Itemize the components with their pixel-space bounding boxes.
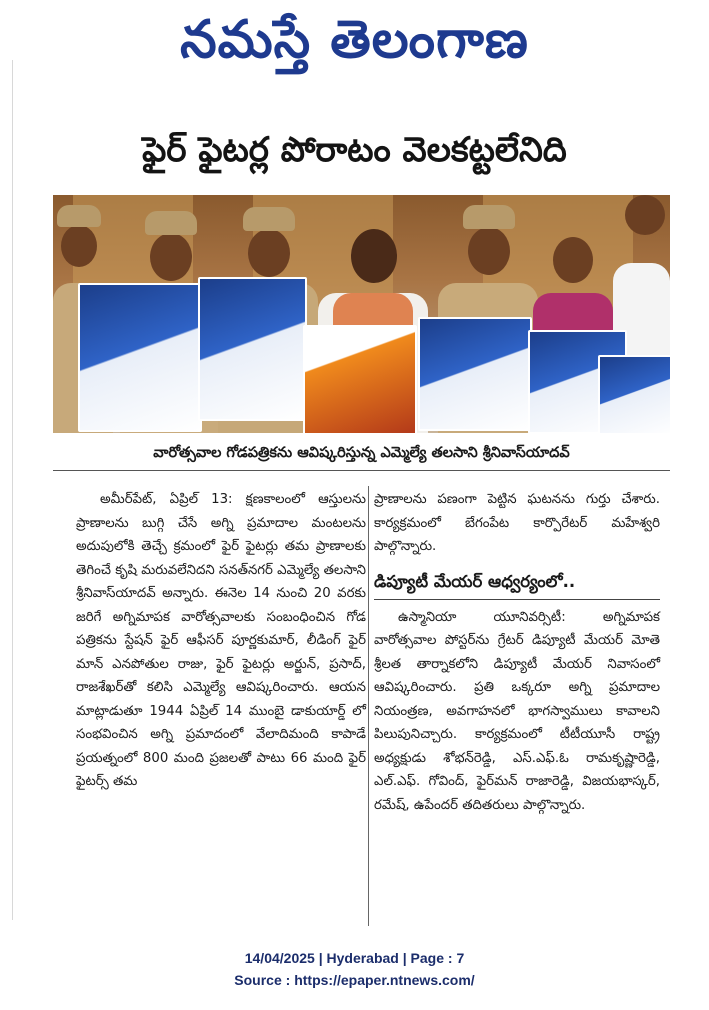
article-headline: ఫైర్ ఫైటర్ల పోరాటం వెలకట్టలేనిది	[142, 130, 567, 170]
photo-caption: వారోత్సవాల గోడపత్రికను ఆవిష్కరిస్తున్న ఎమ్మెల్యే తలసాని శ్రీనివాస్‌యాదవ్	[53, 436, 670, 471]
article-paragraph: అమీర్‌పేట్, ఏప్రిల్ 13: క్షణకాలంలో ఆస్తులను ప్రాణాలను బుగ్గి చేసే అగ్ని ప్రమాదాల మంటలను అదుపులోకి తెచ్చే క్రమంలో ఫైర్ ఫైటర్లు తమ ప్రాణాలకు తెగించే కృషి మరువలేనిదని సనత్‌నగర్ ఎమ్మెల్యే తలసాని శ్రీనివాస్‌యాదవ్ అన్నారు. ఈనెల 14 నుంచి 20 వరకు జరిగే అగ్నిమాపక వారోత్సవాలకు సంబంధించిన గోడ పత్రికను స్టేషన్ ఫైర్ ఆఫీసర్ పూర్ణకుమార్, లీడింగ్ ఫైర్ మాన్ ఎనపోతుల రాజు, ఫైర్ ఫైటర్లు అర్జున్, ప్రసాద్, రాజశేఖర్‌తో కలిసి ఎమ్మెల్యే ఆవిష్కరించారు. ఆయన మాట్లాడుతూ 1944 ఏప్రిల్ 14 ముంబై డాకుయార్డ్ లో సంభవించిన అగ్ని ప్రమాదంలో వేలాదిమంది కాపాడే ప్రయత్నంలో 800 మంది ప్రజలతో పాటు 66 మంది ఫైర్ ఫైటర్స్ తమ	[76, 492, 366, 789]
poster	[598, 355, 670, 433]
footer-date-line: 14/04/2025 | Hyderabad | Page : 7	[244, 950, 465, 966]
article-photo	[53, 195, 670, 433]
poster	[78, 283, 202, 432]
article-paragraph: ప్రాణాలను పణంగా పెట్టిన ఘటనను గుర్తు చేశారు. కార్యక్రమంలో బేగంపేట కార్పొరేటర్ మహేశ్వరి పాల్గొన్నారు.	[374, 492, 660, 554]
poster	[303, 325, 417, 433]
article-body-left	[76, 488, 366, 794]
article-body-right	[374, 488, 660, 817]
poster	[418, 317, 532, 431]
poster	[198, 277, 307, 421]
newspaper-masthead: నమస్తే తెలంగాణ	[180, 9, 529, 70]
page-edge-line	[12, 60, 13, 920]
column-divider	[368, 486, 369, 926]
section-subheading: డిప్యూటీ మేయర్ ఆధ్వర్యంలో..	[374, 567, 660, 600]
article-paragraph: ఉస్మానియా యూనివర్సిటీ: అగ్నిమాపక వారోత్సవాల పోస్టర్‌ను గ్రేటర్ డిప్యూటీ మేయర్ మోతె శ్రీలత తార్నాకలోని డిప్యూటీ మేయర్ నివాసంలో ఆవిష్కరించారు. ప్రతి ఒక్కరూ అగ్ని ప్రమాదాల నియంత్రణ, అవగాహనలో భాగస్వాములు కావాలని పిలుపునిచ్చారు. కార్యక్రమంలో టీటీయూసీ రాష్ట్ర అధ్యక్షుడు శోభన్‌రెడ్డి, ఎస్.ఎఫ్.ఓ రామకృష్ణారెడ్డి, ఎల్.ఎఫ్. గోవింద్, ఫైర్‌మన్ రాజారెడ్డి, విజయభాస్కర్, రమేష్, ఉపేందర్ తదితరులు పాల్గొన్నారు.	[374, 609, 660, 813]
footer-source-line: Source : https://epaper.ntnews.com/	[234, 972, 475, 988]
